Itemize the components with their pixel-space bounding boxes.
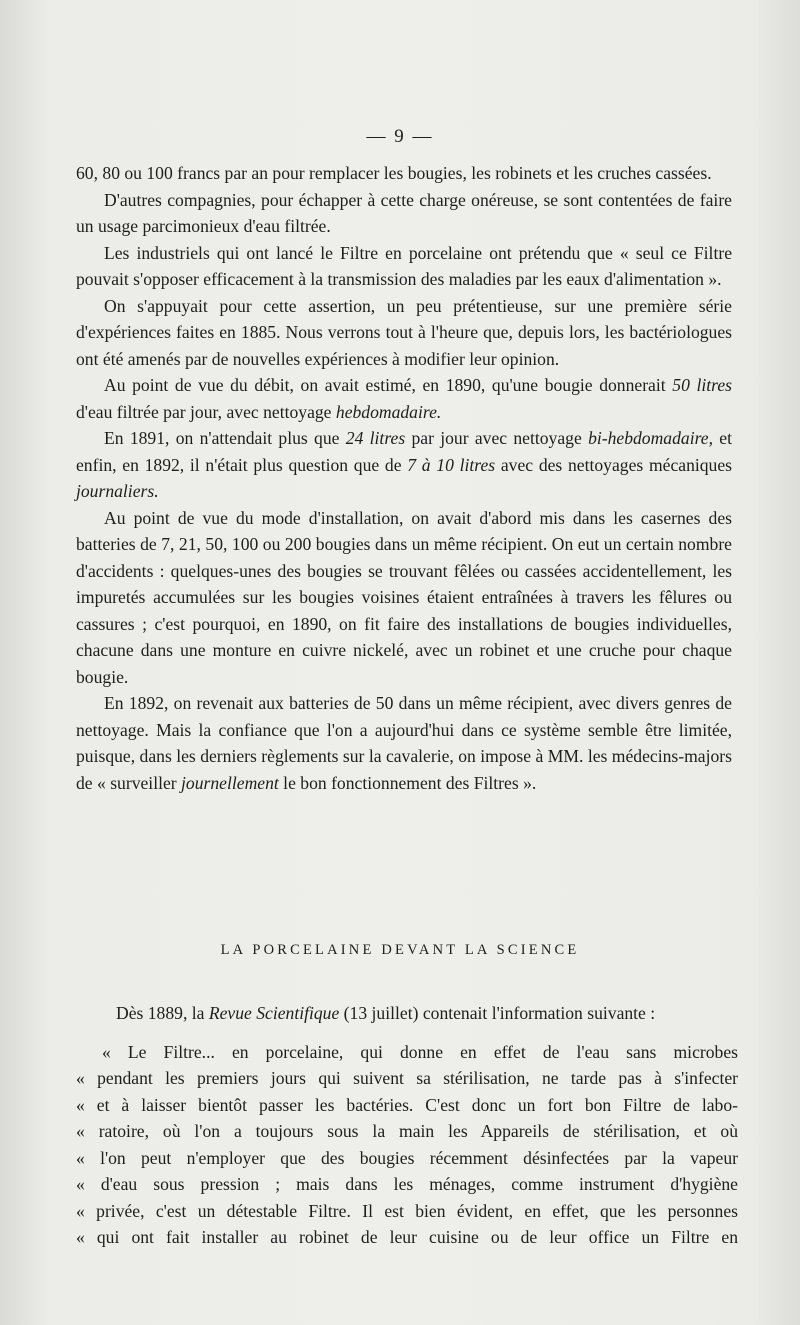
paragraph — [76, 187, 732, 240]
paragraph — [76, 160, 732, 187]
text-run: par jour avec nettoyage — [405, 428, 589, 448]
italic-text: 50 litres — [672, 375, 732, 395]
text-run: Les industriels qui ont lancé le Filtre en porcelaine ont prétendu que « seul ce Filtre pouvait s'opposer efficacement à la transmission des maladies par les eaux d'alimentation ». — [76, 242, 732, 289]
text-run: On s'appuyait pour cette assertion, un peu prétentieuse, sur une première série d'expériences faites en 1885. Nous verrons tout à l'heure que, depuis lors, les bactériologues ont été amenés par de nouvelles expériences à modifier leur opinion. — [76, 295, 732, 369]
paragraph — [76, 240, 732, 293]
italic-text: Revue Scientifique — [208, 1003, 340, 1023]
quote-line: « qui ont fait installer au robinet de leur cuisine ou de leur office un Filtre en — [76, 1227, 738, 1247]
italic-text: journaliers. — [76, 481, 159, 501]
quote-line: « pendant les premiers jours qui suivent sa stérilisation, ne tarde pas à s'infecter — [76, 1068, 738, 1088]
italic-text: 7 à 10 litres — [407, 454, 496, 475]
quote-line: « d'eau sous pression ; mais dans les ménages, comme instrument d'hygiène — [76, 1174, 738, 1194]
text-run: 60, 80 ou 100 francs par an pour remplacer les bougies, les robinets et les cruches cassées. — [76, 163, 712, 183]
text-run: En 1892, on revenait aux batteries de 50 dans un même récipient, avec divers genres de nettoyage. Mais la confiance que l'on a aujourd'hui dans ce système semble être limitée, puisque, dans les derniers règlements sur la cavalerie, on impose à MM. les médecins-majors de « surveiller — [76, 693, 732, 793]
paragraph — [76, 690, 732, 796]
text-run: avec des nettoyages mécaniques — [495, 454, 732, 475]
italic-text: bi-hebdomadaire, — [588, 428, 713, 448]
section-title: LA PORCELAINE DEVANT LA SCIENCE — [220, 942, 580, 958]
quote-block — [76, 1000, 738, 1251]
paragraph — [76, 372, 732, 425]
quote-line: « Le Filtre... en porcelaine, qui donne en effet de l'eau sans microbes — [102, 1041, 738, 1062]
paragraph — [76, 425, 732, 505]
quote-line: « privée, c'est un détestable Filtre. Il est bien évident, en effet, que les personnes — [76, 1200, 738, 1221]
paragraph — [76, 505, 732, 691]
body-text — [76, 160, 732, 796]
italic-text: 24 litres — [345, 428, 406, 448]
italic-text: hebdomadaire. — [335, 401, 442, 422]
text-run: (13 juillet) contenait l'information suivante : — [339, 1003, 656, 1023]
quote-line: « et à laisser bientôt passer les bactéries. C'est donc un fort bon Filtre de labo- — [76, 1094, 738, 1115]
quote-lines — [76, 1039, 738, 1251]
quote-intro — [76, 1000, 738, 1027]
text-run: et enfin, en 1892, il n'était plus question que de — [76, 428, 732, 475]
text-run: Dès 1889, la — [116, 1003, 209, 1023]
quote-line: « l'on peut n'employer que des bougies récemment désinfectées par la vapeur — [76, 1147, 738, 1168]
text-run: d'eau filtrée par jour, avec nettoyage — [76, 401, 336, 422]
paragraph — [76, 293, 732, 373]
text-run: Au point de vue du mode d'installation, on avait d'abord mis dans les casernes des batteries de 7, 21, 50, 100 ou 200 bougies dans un même récipient. On eut un certain nombre d'accidents : quelques-unes des bougies se trouvant fêlées ou cassées accidentellement, les impuretés accumulées sur les bougies voisines étaient entraînées à travers les fêlures ou cassures ; c'est pourquoi, en 1890, on fit faire des installations de bougies individuelles, chacune dans une monture en cuivre nickelé, avec un robinet et une cruche pour chaque bougie. — [76, 507, 732, 687]
text-run: Au point de vue du débit, on avait estimé, en 1890, qu'une bougie donnerait — [104, 375, 673, 395]
text-run: le bon fonctionnement des Filtres ». — [278, 772, 537, 793]
quote-line: « ratoire, où l'on a toujours sous la main les Appareils de stérilisation, et où — [76, 1121, 738, 1141]
page-number: — 9 — — [366, 126, 434, 147]
text-run: En 1891, on n'attendait plus que — [104, 428, 346, 448]
text-run: D'autres compagnies, pour échapper à cette charge onéreuse, se sont contentées de faire un usage parcimonieux d'eau filtrée. — [76, 189, 732, 236]
italic-text: journellement — [181, 772, 279, 793]
